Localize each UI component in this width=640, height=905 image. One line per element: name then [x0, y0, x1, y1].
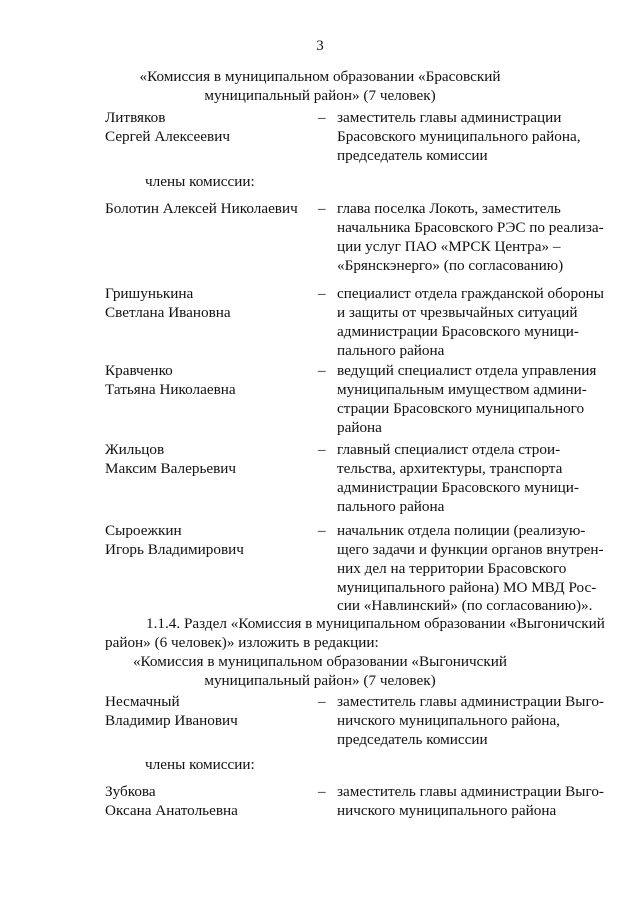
- role-line: страции Брасовского муниципального: [337, 400, 585, 417]
- person-name: Игорь Владимирович: [105, 541, 244, 558]
- person-name: Владимир Иванович: [105, 712, 238, 729]
- role-line: района: [337, 419, 382, 436]
- role-line: заместитель главы администрации Выго-: [337, 693, 604, 710]
- role-line: ничского муниципального района: [337, 802, 557, 819]
- person-name: Гришунькина: [105, 285, 194, 302]
- role-line: председатель комиссии: [337, 147, 488, 164]
- section-heading-line-2: муниципальный район» (7 человек): [204, 672, 436, 689]
- person-name: Несмачный: [105, 693, 180, 710]
- dash: –: [318, 522, 326, 539]
- dash: –: [318, 285, 326, 302]
- role-line: муниципальным имуществом админи-: [337, 381, 587, 398]
- person-name: Татьяна Николаевна: [105, 381, 236, 398]
- role-line: «Брянскэнерго» (по согласованию): [337, 257, 564, 274]
- dash: –: [318, 783, 326, 800]
- role-line: администрации Брасовского муници-: [337, 479, 579, 496]
- role-line: муниципального района) МО МВД Рос-: [337, 579, 597, 596]
- role-line: председатель комиссии: [337, 731, 488, 748]
- role-line: начальника Брасовского РЭС по реализа-: [337, 219, 604, 236]
- person-name: Болотин Алексей Николаевич: [105, 200, 298, 217]
- person-name: Максим Валерьевич: [105, 460, 237, 477]
- person-name: Кравченко: [105, 362, 173, 379]
- page-number: 3: [316, 38, 324, 54]
- paragraph-line: район» (6 человек)» изложить в редакции:: [105, 634, 379, 651]
- person-name: Сыроежкин: [105, 522, 182, 539]
- role-line: ничского муниципального района,: [337, 712, 560, 729]
- members-label: члены комиссии:: [145, 173, 255, 190]
- role-line: специалист отдела гражданской обороны: [337, 285, 604, 302]
- role-line: них дел на территории Брасовского: [337, 560, 567, 577]
- role-line: начальник отдела полиции (реализую-: [337, 522, 586, 539]
- person-name: Сергей Алексеевич: [105, 128, 230, 145]
- role-line: глава поселка Локоть, заместитель: [337, 200, 561, 217]
- section-heading-line-1: «Комиссия в муниципальном образовании «Выгоничский: [132, 653, 508, 670]
- paragraph-line: 1.1.4. Раздел «Комиссия в муниципальном образовании «Выгоничский: [146, 615, 605, 632]
- dash: –: [318, 362, 326, 379]
- role-line: заместитель главы администрации Выго-: [337, 783, 604, 800]
- members-label: члены комиссии:: [145, 756, 255, 773]
- role-line: пального района: [337, 498, 445, 515]
- section-heading-line-2: муниципальный район» (7 человек): [204, 87, 436, 104]
- role-line: сии «Навлинский» (по согласованию)».: [337, 597, 593, 614]
- person-name: Литвяков: [105, 109, 166, 126]
- person-name: Зубкова: [105, 783, 156, 800]
- person-name: Оксана Анатольевна: [105, 802, 238, 819]
- role-line: Брасовского муниципального района,: [337, 128, 581, 145]
- dash: –: [318, 200, 326, 217]
- role-line: заместитель главы администрации: [337, 109, 562, 126]
- role-line: администрации Брасовского муници-: [337, 323, 579, 340]
- role-line: ведущий специалист отдела управления: [337, 362, 597, 379]
- dash: –: [318, 693, 326, 710]
- person-name: Светлана Ивановна: [105, 304, 231, 321]
- role-line: ции услуг ПАО «МРСК Центра» –: [337, 238, 561, 255]
- section-heading-line-1: «Комиссия в муниципальном образовании «Брасовский: [139, 68, 501, 85]
- role-line: главный специалист отдела строи-: [337, 441, 561, 458]
- person-name: Жильцов: [105, 441, 165, 458]
- role-line: пального района: [337, 342, 445, 359]
- role-line: щего задачи и функции органов внутрен-: [337, 541, 604, 558]
- dash: –: [318, 109, 326, 126]
- role-line: и защиты от чрезвычайных ситуаций: [337, 304, 578, 321]
- dash: –: [318, 441, 326, 458]
- role-line: тельства, архитектуры, транспорта: [337, 460, 563, 477]
